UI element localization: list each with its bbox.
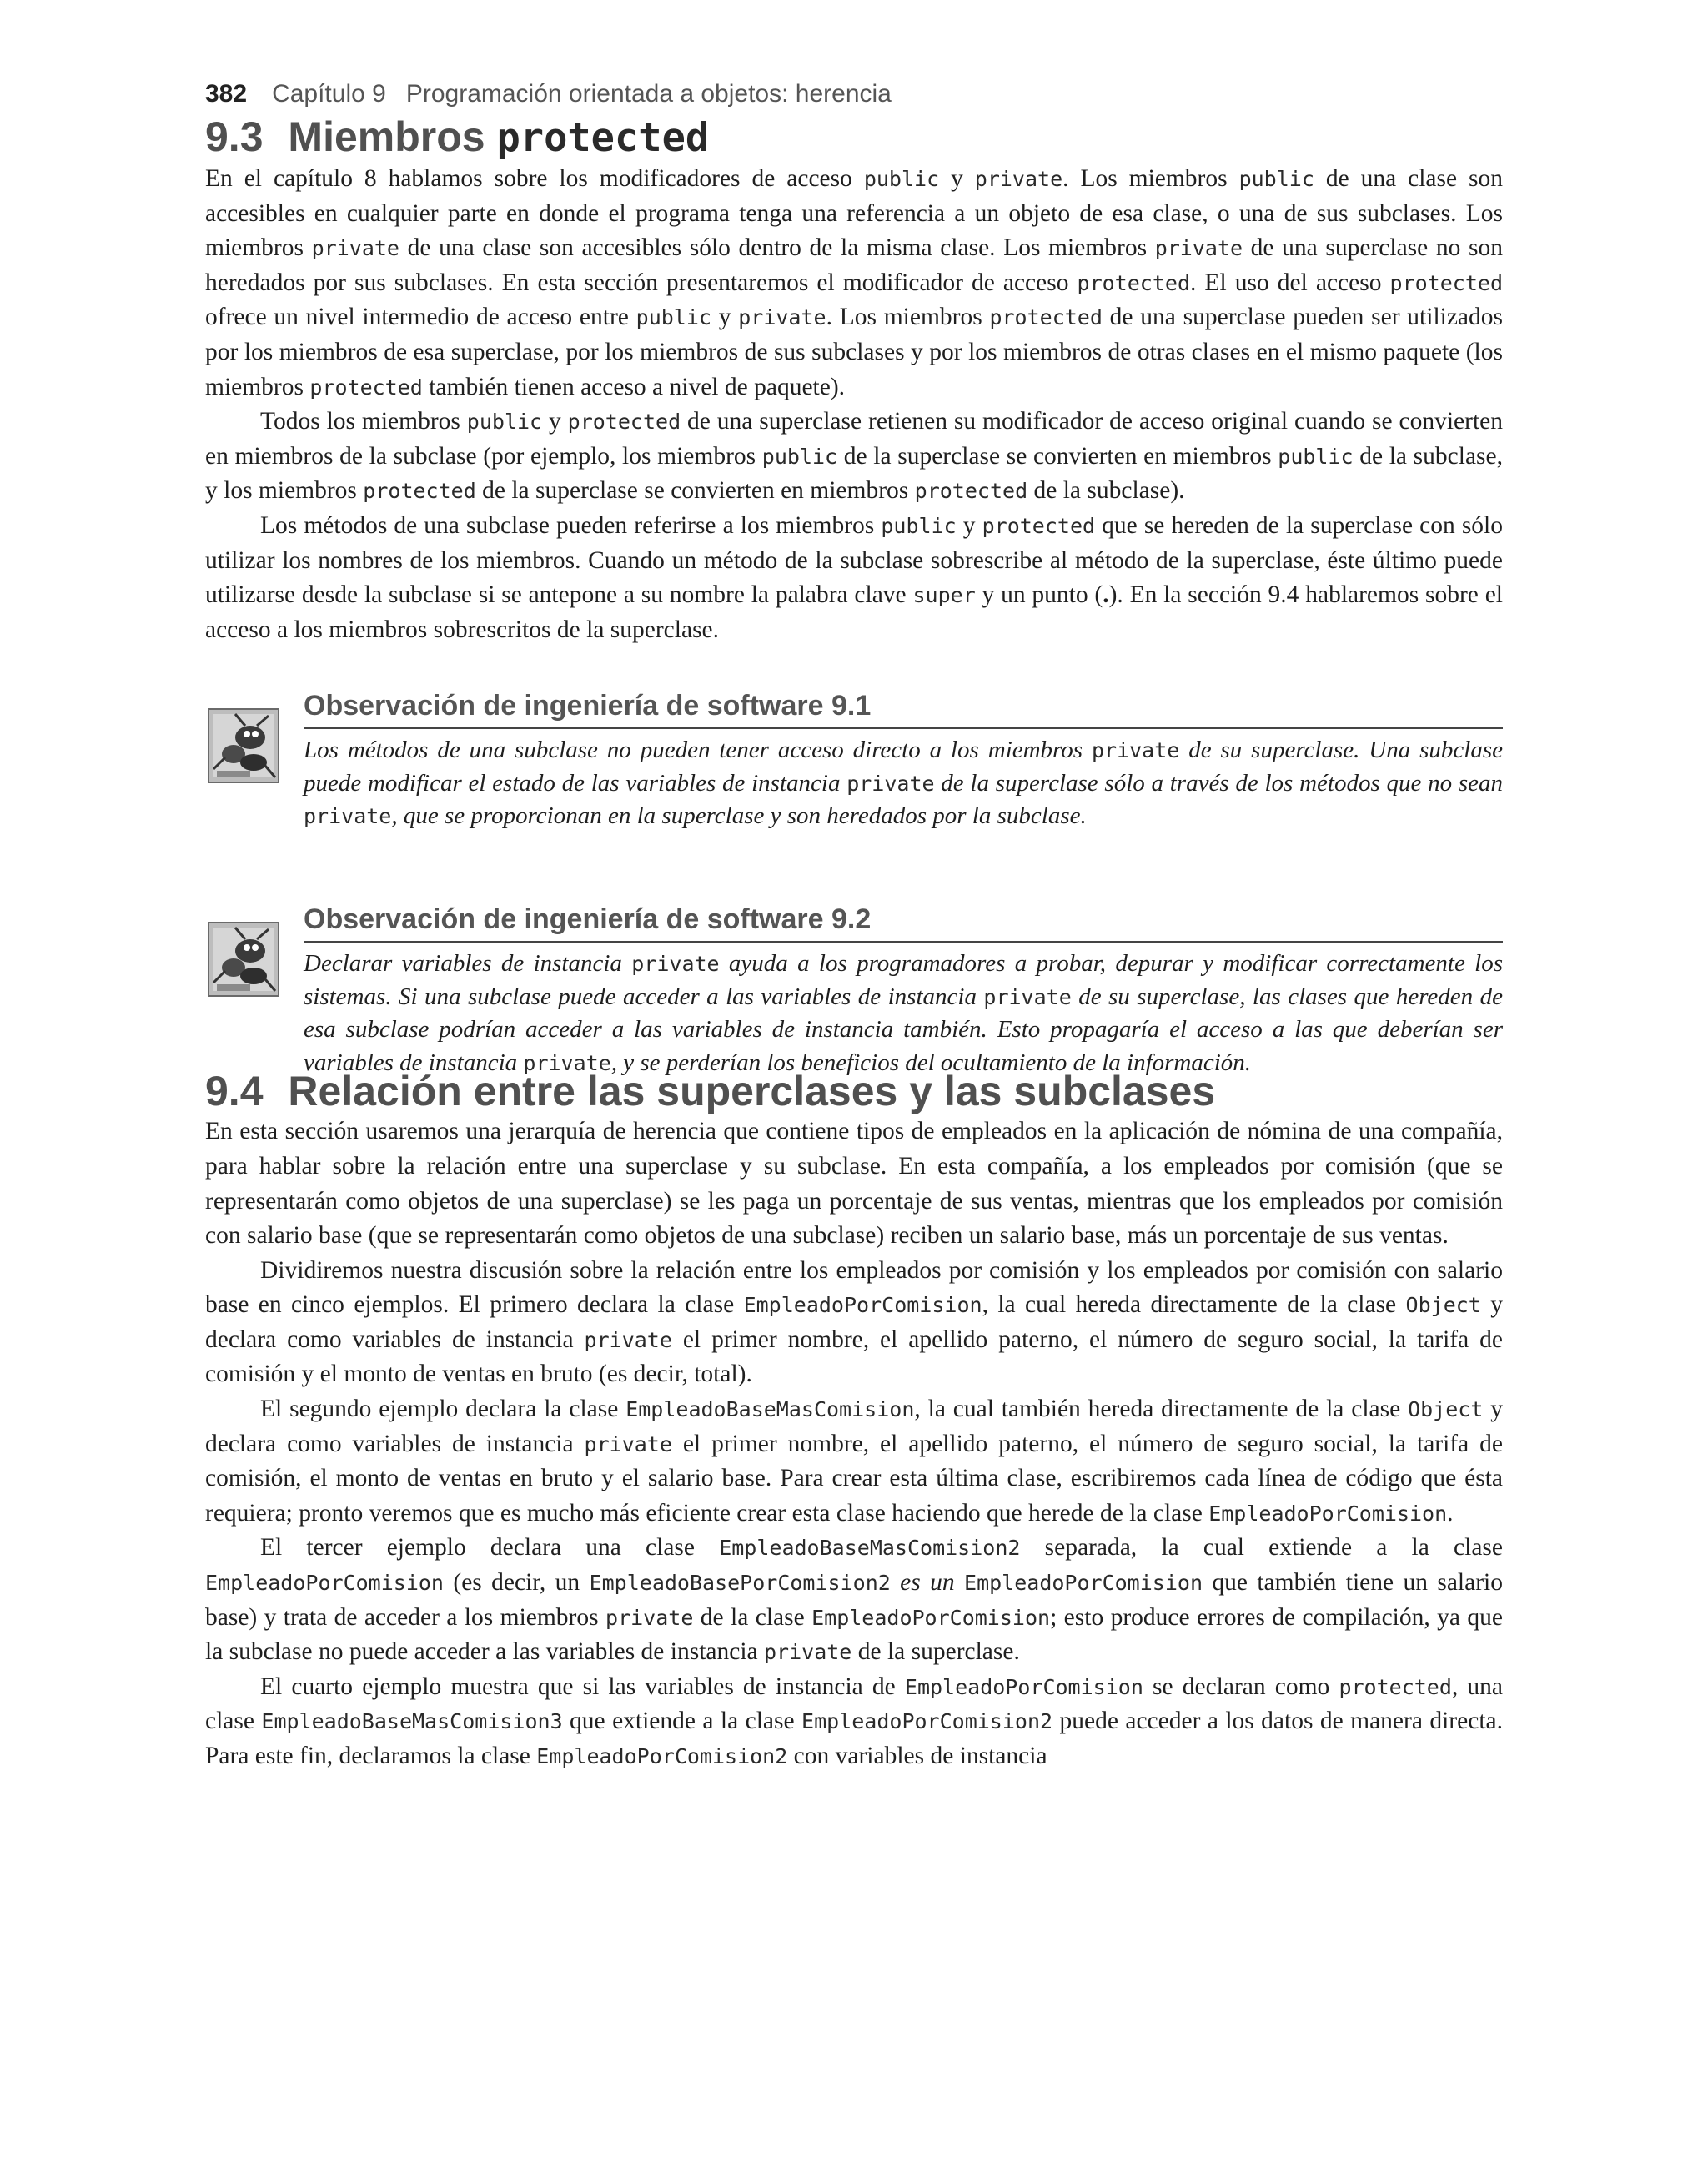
text-run: y declara como variables de instancia — [205, 1291, 1504, 1353]
ant-engineer-icon — [205, 704, 282, 787]
text-run: Dividiremos nuestra discusión sobre la relación entre los empleados por comisión y los empleados por comisión con salario base en cinco ejemplos. El primero declara la clase — [205, 1256, 1503, 1319]
text-run: El cuarto ejemplo muestra que si las variables de instancia de — [260, 1672, 905, 1700]
text-run: y — [542, 408, 568, 435]
inline-code: EmpleadoBaseMasComision2 — [719, 1536, 1021, 1561]
text-run: puede acceder a los datos de manera directa. Para este fin, declaramos la clase — [205, 1708, 1503, 1769]
inline-code: public — [761, 444, 838, 469]
paragraph — [205, 1114, 1503, 1253]
text-run: ofrece un nivel intermedio de acceso entre — [205, 304, 636, 331]
text-run: (es decir, un — [443, 1569, 590, 1597]
text-run: de su superclase. Una subclase puede modificar el estado de las variables de instancia — [304, 737, 1503, 797]
inline-code: protected — [914, 479, 1028, 504]
text-run: de una clase son accesibles en cualquier parte en donde el programa tenga una referencia a un objeto de esa clase, o una de sus subclases. Los miembros — [205, 165, 1504, 262]
inline-code: public — [1278, 444, 1354, 469]
text-run: de la subclase). — [1027, 477, 1185, 505]
inline-code: protected — [1077, 270, 1190, 295]
inline-code: protected — [1339, 1674, 1452, 1699]
book-page — [205, 80, 1503, 1774]
text-run: En el capítulo 8 hablamos sobre los modificadores de acceso — [205, 165, 864, 192]
inline-code: EmpleadoBaseMasComision — [625, 1397, 915, 1422]
inline-code: protected — [309, 375, 423, 400]
inline-code: private — [1154, 236, 1243, 261]
text-run: de la superclase. — [851, 1638, 1020, 1666]
inline-code: protected — [989, 305, 1103, 330]
inline-code: super — [912, 583, 976, 608]
inline-code: EmpleadoPorComision2 — [801, 1709, 1053, 1734]
section-title-text: Relación entre las superclases y las subclases — [288, 1068, 1216, 1115]
observation-text — [304, 948, 1503, 1079]
observation-title: Observación de ingeniería de software 9.1 — [304, 687, 1503, 729]
text-run: Los métodos de una subclase pueden referirse a los miembros — [260, 511, 882, 539]
text-run: y — [956, 511, 982, 539]
inline-code: public — [863, 167, 940, 191]
paragraph — [205, 1254, 1503, 1392]
text-run: se declaran como — [1143, 1672, 1339, 1700]
inline-code: public — [1238, 167, 1314, 191]
inline-code: EmpleadoBaseMasComision3 — [261, 1709, 563, 1734]
section-heading-9-3 — [205, 113, 1503, 162]
text-run: el primer nombre, el apellido paterno, el número de seguro social, la tarifa de comisión y el monto de ventas en bruto (es decir, total). — [205, 1325, 1504, 1388]
bold-text: . — [1103, 581, 1109, 609]
paragraph — [205, 405, 1503, 509]
inline-code: private — [584, 1431, 672, 1456]
inline-code: public — [881, 513, 957, 538]
inline-code: private — [764, 1640, 852, 1665]
italic-text: es un — [890, 1569, 965, 1597]
chapter-title: Programación orientada a objetos: herencia — [405, 80, 892, 108]
text-run: En esta sección usaremos una jerarquía de herencia que contiene tipos de empleados en la aplicación de nómina de una compañía, para hablar sobre la relación entre una superclase y su subclase. En esta compañía, a los empleados por comisión (que se representarán como objetos de una superclase) se les paga un porcentaje de sus ventas, mientras que los empleados por comisión con salario base (que se representarán como objetos de una subclase) reciben un salario base, más un porcentaje de sus ventas. — [205, 1118, 1503, 1250]
inline-code: EmpleadoBasePorComision2 — [589, 1571, 891, 1596]
inline-code: protected — [982, 513, 1096, 538]
inline-code: Object — [1405, 1293, 1481, 1318]
text-run: Los métodos de una subclase no pueden tener acceso directo a los miembros — [304, 737, 1092, 764]
inline-code: private — [1091, 738, 1180, 763]
text-run: ). En la sección 9.4 hablaremos sobre el acceso a los miembros sobrescritos de la superclase. — [205, 581, 1503, 643]
observation-text — [304, 734, 1503, 833]
text-run: de una superclase pueden ser utilizados por los miembros de esa superclase, por los miembros de sus subclases y por los miembros de otras clases en el mismo paquete (los miembros — [205, 304, 1504, 400]
text-run: El segundo ejemplo declara la clase — [260, 1396, 626, 1423]
inline-code: private — [605, 1605, 694, 1630]
ant-engineer-icon — [205, 918, 282, 1001]
inline-code: private — [846, 771, 935, 796]
text-run: , la cual hereda directamente de la clase — [982, 1291, 1406, 1319]
paragraph — [205, 162, 1503, 405]
inline-code: EmpleadoPorComision — [743, 1293, 982, 1318]
inline-code: Object — [1408, 1397, 1484, 1422]
inline-code: private — [631, 952, 720, 977]
inline-code: private — [584, 1327, 672, 1352]
text-run: , la cual también hereda directamente de la clase — [914, 1396, 1409, 1423]
text-run: también tienen acceso a nivel de paquete). — [422, 373, 846, 400]
text-run: separada, la cual extiende a la clase — [1020, 1534, 1503, 1562]
inline-code: private — [311, 236, 399, 261]
section-title-code: protected — [496, 115, 710, 161]
page-number: 382 — [205, 80, 248, 108]
paragraph — [205, 1392, 1503, 1531]
text-run: Todos los miembros — [260, 408, 467, 435]
chapter-label: Capítulo 9 — [272, 80, 386, 108]
observation-title: Observación de ingeniería de software 9.2 — [304, 901, 1503, 943]
text-run: con variables de instancia — [787, 1743, 1047, 1769]
section-number: 9.4 — [205, 1068, 264, 1115]
text-run: . — [1447, 1499, 1454, 1527]
text-run: que también tiene un salario base) y trata de acceder a los miembros — [205, 1569, 1503, 1631]
text-run: . Los miembros — [826, 304, 990, 331]
paragraph — [205, 509, 1503, 647]
text-run: ayuda a los programadores a probar, depurar y modificar correctamente los sistemas. Si una subclase puede acceder a las variables de instancia — [304, 950, 1504, 1010]
inline-code: private — [974, 167, 1063, 191]
text-run: , y se perderían los beneficios del ocultamiento de la información. — [610, 1049, 1252, 1076]
text-run: El tercer ejemplo declara una clase — [260, 1534, 720, 1562]
text-run: de la clase — [693, 1603, 812, 1631]
text-run: de la subclase, y los miembros — [205, 442, 1503, 505]
inline-code: private — [304, 804, 392, 829]
inline-code: EmpleadoPorComision — [205, 1571, 444, 1596]
text-run: de la superclase se convierten en miembros — [475, 477, 915, 505]
text-run: de la superclase sólo a través de los métodos que no sean — [934, 769, 1503, 797]
text-run: de una superclase no son heredados por sus subclases. En esta sección presentaremos el modificador de acceso — [205, 234, 1503, 296]
section-9-3-body — [205, 162, 1503, 647]
software-engineering-observation-2 — [205, 901, 1504, 1076]
inline-code: EmpleadoPorComision — [964, 1571, 1203, 1596]
text-run: el primer nombre, el apellido paterno, el número de seguro social, la tarifa de comisión, el monto de ventas en bruto y el salario base. Para crear esta última clase, escribiremos cada línea de código que ésta requiera; pronto veremos que es mucho más eficiente crear esta clase haciendo que herede de la clase — [205, 1430, 1504, 1527]
text-run: ; esto produce errores de compilación, ya que la subclase no puede acceder a las variables de instancia — [205, 1603, 1503, 1666]
software-engineering-observation-1 — [205, 687, 1503, 854]
inline-code: private — [983, 984, 1072, 1009]
inline-code: EmpleadoPorComision — [811, 1605, 1051, 1630]
text-run: Declarar variables de instancia — [304, 950, 632, 978]
text-run: que se hereden de la superclase con sólo utilizar los nombres de los miembros. Cuando un método de la subclase sobrescribe al método de la superclase, éste último puede utilizarse desde la subclase si se antepone a su nombre la palabra clave — [205, 511, 1503, 609]
text-run: y — [939, 165, 975, 192]
inline-code: protected — [1389, 270, 1503, 295]
text-run: y declara como variables de instancia — [205, 1396, 1503, 1457]
inline-code: public — [466, 410, 543, 435]
text-run: , que se proporcionan en la superclase y son heredados por la subclase. — [391, 802, 1087, 830]
inline-code: EmpleadoPorComision2 — [536, 1744, 788, 1768]
inline-code: public — [635, 305, 711, 330]
paragraph — [205, 1670, 1503, 1774]
text-run: de su superclase, las clases que hereden de esa subclase podrían acceder a las variables de instancia también. Esto propagaría el acceso a las que deberían ser variables de instancia — [304, 983, 1503, 1076]
text-run: , una clase — [205, 1672, 1504, 1735]
inline-code: EmpleadoPorComision — [904, 1674, 1143, 1699]
inline-code: private — [738, 305, 826, 330]
text-run: y un punto ( — [975, 581, 1103, 609]
text-run: de una clase son accesibles sólo dentro de la misma clase. Los miembros — [399, 234, 1155, 262]
text-run: de la superclase se convierten en miembros — [837, 442, 1278, 470]
inline-code: protected — [363, 479, 476, 504]
text-run: y — [711, 304, 739, 331]
paragraph — [205, 1531, 1503, 1669]
text-run: . Los miembros — [1062, 165, 1239, 192]
inline-code: EmpleadoPorComision — [1208, 1501, 1448, 1526]
inline-code: protected — [567, 410, 681, 435]
section-9-4-body — [205, 1114, 1503, 1773]
section-number: 9.3 — [205, 113, 264, 160]
inline-code: private — [523, 1050, 611, 1075]
text-run: que extiende a la clase — [562, 1708, 802, 1735]
running-header — [205, 80, 1503, 113]
text-run: de una superclase retienen su modificador de acceso original cuando se convierten en miembros de la subclase (por ejemplo, los miembros — [205, 408, 1504, 470]
section-title-text: Miembros — [288, 113, 485, 160]
text-run: . El uso del acceso — [1190, 269, 1390, 296]
